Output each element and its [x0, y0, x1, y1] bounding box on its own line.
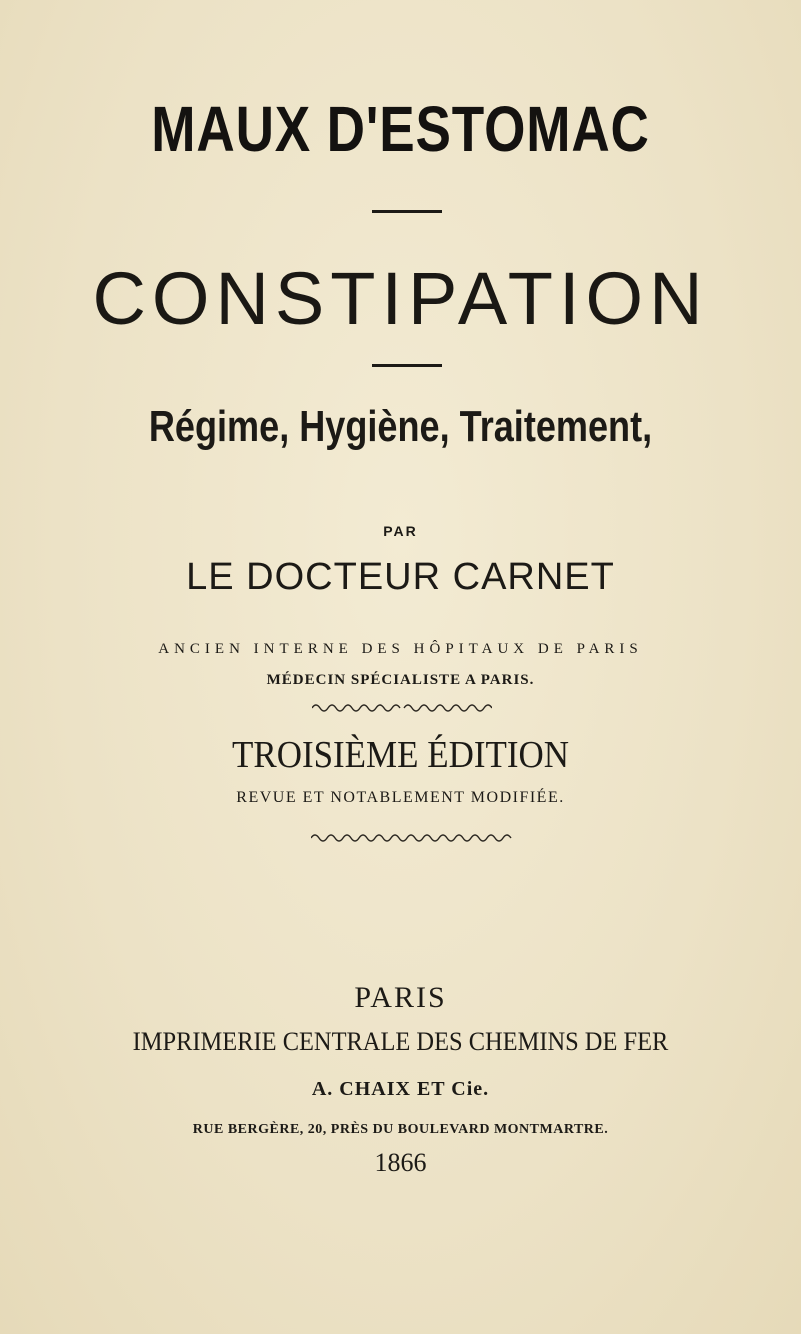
edition-note: REVUE ET NOTABLEMENT MODIFIÉE. [236, 789, 565, 806]
main-title: MAUX D'ESTOMAC [151, 93, 650, 165]
wavy-line-ornament [311, 831, 513, 845]
divider-rule [372, 210, 442, 213]
author-name: LE DOCTEUR CARNET [186, 556, 615, 598]
edition-title: TROISIÈME ÉDITION [232, 734, 569, 776]
publisher-address: RUE BERGÈRE, 20, PRÈS DU BOULEVARD MONTMARTRE. [192, 1122, 609, 1137]
topics-line: Régime, Hygiène, Traitement, [148, 402, 653, 451]
publication-city: PARIS [354, 981, 447, 1014]
printer-name: IMPRIMERIE CENTRALE DES CHEMINS DE FER [132, 1027, 669, 1056]
author-specialty: MÉDECIN SPÉCIALISTE A PARIS. [266, 672, 535, 688]
subtitle: CONSTIPATION [92, 257, 709, 340]
publisher-name: A. CHAIX ET Cie. [311, 1078, 490, 1100]
divider-rule [372, 364, 442, 367]
publication-year: 1866 [374, 1148, 427, 1177]
by-label: PAR [383, 523, 418, 539]
author-credential: ANCIEN INTERNE DES HÔPITAUX DE PARIS [158, 641, 643, 657]
wavy-line-ornament [312, 700, 492, 714]
